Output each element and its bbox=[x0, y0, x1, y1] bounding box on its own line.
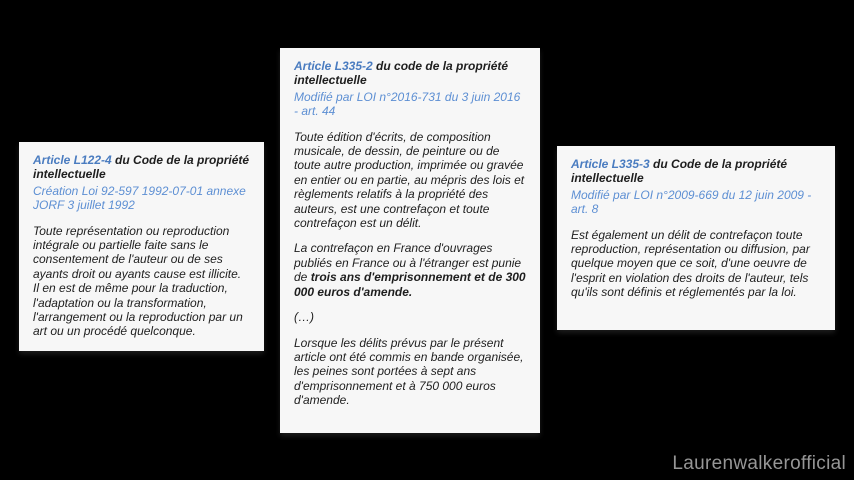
omitted-text-ellipsis: (…) bbox=[294, 310, 314, 325]
article-l335-3-link[interactable]: Article L335-3 bbox=[571, 157, 650, 171]
paragraph-2-normal-text: La contrefaçon en France d'ouvrages publiés en France ou à l'étranger est punie de bbox=[294, 241, 522, 285]
card-title bbox=[33, 153, 250, 182]
card-title bbox=[571, 157, 821, 186]
card-subtitle-creation-loi: Création Loi 92-597 1992-07-01 annexe JORF 3 juillet 1992 bbox=[33, 183, 246, 213]
article-l335-2-paragraph-3: Lorsque les délits prévus par le présent article ont été commis en bande organisée, les peines sont portées à sept ans d'emprisonnement et à 750 000 euros d'amende. bbox=[294, 335, 524, 408]
card-title-rest: du Code de la propriété intellectuelle bbox=[33, 153, 250, 182]
card-subtitle-modifie-par: Modifié par LOI n°2009-669 du 12 juin 2009 - art. 8 bbox=[571, 187, 812, 217]
watermark-laurenwalkerofficial: Laurenwalkerofficial bbox=[672, 453, 846, 474]
card-article-l122-4 bbox=[19, 142, 264, 351]
card-title-rest: du code de la propriété intellectuelle bbox=[294, 59, 509, 88]
article-l335-2-link[interactable]: Article L335-2 bbox=[294, 59, 373, 73]
card-article-l335-2 bbox=[280, 48, 540, 433]
card-subtitle-modifie-par: Modifié par LOI n°2016-731 du 3 juin 2016 - art. 44 bbox=[294, 89, 521, 119]
card-article-l335-3 bbox=[557, 146, 835, 330]
paragraph-2-bold-penalty-text: trois ans d'emprisonnement et de 300 000 euros d'amende. bbox=[294, 270, 526, 299]
article-l335-3-body: Est également un délit de contrefaçon toute reproduction, représentation ou diffusion, par quelque moyen que ce soit, d'une oeuvre de l'esprit en violation des droits de l'auteur, tels qu'ils sont définis et réglementés par la loi. bbox=[571, 227, 810, 300]
article-l335-2-paragraph-1: Toute édition d'écrits, de composition musicale, de dessin, de peinture ou de toute autre production, imprimée ou gravée en entier ou en partie, au mépris des lois et règlements relatifs à la propriété des auteurs, est une contrefaçon et toute contrefaçon est un délit. bbox=[294, 129, 525, 231]
article-l122-4-body: Toute représentation ou reproduction intégrale ou partielle faite sans le consentement de l'auteur ou de ses ayants droit ou ayants cause est illicite. Il en est de même pour la traduction, l'adaptation ou la transformation, l'arrangement ou la reproduction par un art ou un procédé quelconque. bbox=[33, 223, 243, 339]
article-l335-2-paragraph-2 bbox=[294, 241, 526, 299]
article-l122-4-link[interactable]: Article L122-4 bbox=[33, 153, 112, 167]
card-title-rest: du Code de la propriété intellectuelle bbox=[571, 157, 788, 186]
card-title bbox=[294, 59, 526, 88]
